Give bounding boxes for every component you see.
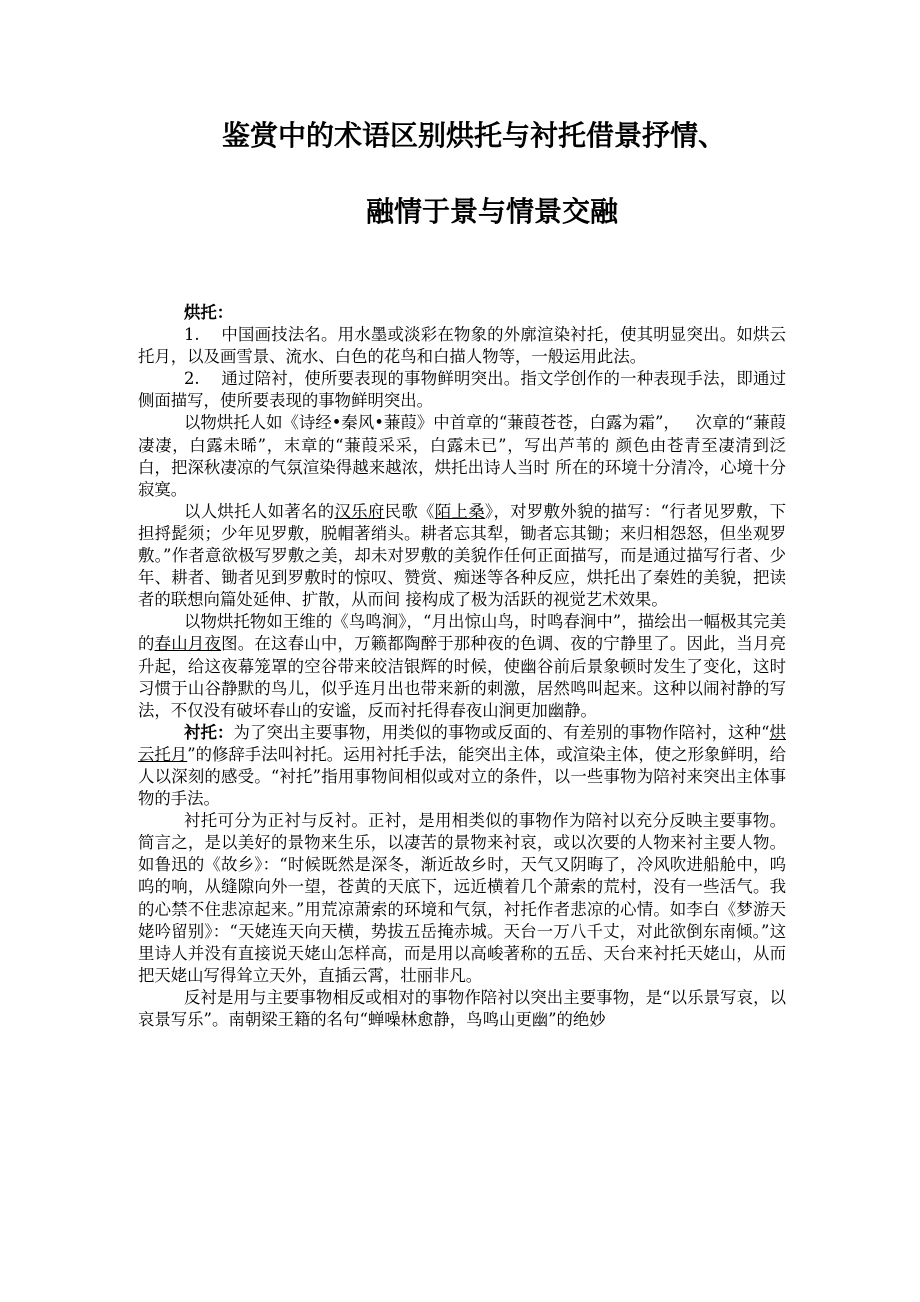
section-heading-chentuo: 衬托：: [184, 722, 234, 742]
paragraph-person-person: 以人烘托人如著名的汉乐府民歌《陌上桑》，对罗敷外貌的描写：“行者见罗敷，下担捋髭须；少年见罗敷，脱帽著绡头。耕者忘其犁，锄者忘其锄；来归相怨怒，但坐观罗敷。”作者意欲极写罗敷之美，却未对罗敷的美貌作任何正面描写，而是通过描写行者、少年、耕者、锄者见到罗敷时的惊叹、赞赏、痴迷等各种反应，烘托出了秦姓的美貌，把读者的联想向篇处延伸、扩散，从而间 接构成了极为活跃的视觉艺术效果。: [138, 501, 787, 610]
page-title-line-2: 融情于景与情景交融: [366, 195, 619, 228]
link-hongyuntuoyue[interactable]: 烘云托月: [138, 722, 786, 764]
link-moshangsang[interactable]: 陌上桑: [434, 501, 485, 521]
paragraph-object-object: 以物烘托物如王维的《鸟鸣涧》，“月出惊山鸟，时鸣春涧中”，描绘出一幅极其完美的春山月夜图。在这春山中，万籁都陶醉于那种夜的色调、夜的宁静里了。因此，当月亮升起，给这夜幕笼罩的空谷带来皎洁银辉的时候，使幽谷前后景象顿时发生了变化，这时习惯于山谷静默的鸟儿，似乎连月出也带来新的刺激，居然鸣叫起来。这种以闹衬静的写法，不仅没有破坏春山的安谧，反而衬托得春夜山涧更加幽静。: [138, 612, 787, 720]
page-title-line-1: 鉴赏中的术语区别烘托与衬托借景抒情、: [222, 119, 727, 152]
link-hanyuefu[interactable]: 汉乐府: [334, 501, 385, 521]
article-body: [138, 302, 786, 1031]
list-item: 1. 中国画技法名。用水墨或淡彩在物象的外廓渲染衬托，使其明显突出。如烘云托月，以及画雪景、流水、白色的花鸟和白描人物等，一般运用此法。: [138, 325, 786, 367]
paragraph-object-person: 以物烘托人如《诗经•秦风•蒹葭》中首章的“蒹葭苍苍，白露为霜”， 次章的“蒹葭凄凄，白露未晞”，末章的“蒹葭采采，白露未已”，写出芦苇的 颜色由苍青至凄清到泛白，把深秋凄凉的气氛渲染得越来越浓，烘托出诗人当时 所在的环境十分清冷，心境十分寂寞。: [138, 413, 786, 499]
list-item: 2. 通过陪衬，使所要表现的事物鲜明突出。指文学创作的一种表现手法，即通过侧面描写，使所要表现的事物鲜明突出。: [138, 369, 786, 411]
link-chunshanyueye[interactable]: 春山月夜: [154, 634, 222, 654]
paragraph-chentuo-reverse: 反衬是用与主要事物相反或相对的事物作陪衬以突出主要事物，是“以乐景写哀，以哀景写乐”。南朝梁王籍的名句“蝉噪林愈静，鸟鸣山更幽”的绝妙: [138, 987, 786, 1029]
paragraph-chentuo-types: 衬托可分为正衬与反衬。正衬，是用相类似的事物作为陪衬以充分反映主要事物。简言之，是以美好的景物来生乐，以凄苦的景物来衬哀，或以次要的人物来衬主要人物。如鲁迅的《故乡》：“时候既然是深冬，渐近故乡时，天气又阴晦了，冷风吹进船舱中，呜呜的响，从缝隙向外一望，苍黄的天底下，远近横着几个萧索的荒村，没有一些活气。我的心禁不住悲凉起来。”用荒凉萧索的环境和气氛，衬托作者悲凉的心情。如李白《梦游天姥吟留别》：“天姥连天向天横，势拔五岳掩赤城。天台一万八千丈，对此欲倒东南倾。”这里诗人并没有直接说天姥山怎样高，而是用以高峻著称的五岳、天台来衬托天姥山，从而把天姥山写得耸立天外，直插云霄，壮丽非凡。: [138, 811, 786, 985]
section-heading-hongtuo: 烘托：: [184, 303, 234, 322]
paragraph-chentuo-definition: 衬托：为了突出主要事物，用类似的事物或反面的、有差别的事物作陪衬，这种“烘云托月”的修辞手法叫衬托。运用衬托手法，能突出主体，或渲染主体，使之形象鲜明，给人以深刻的感受。“衬托”指用事物间相似或对立的条件，以一些事物为陪衬来突出主体事物的手法。: [138, 722, 786, 809]
